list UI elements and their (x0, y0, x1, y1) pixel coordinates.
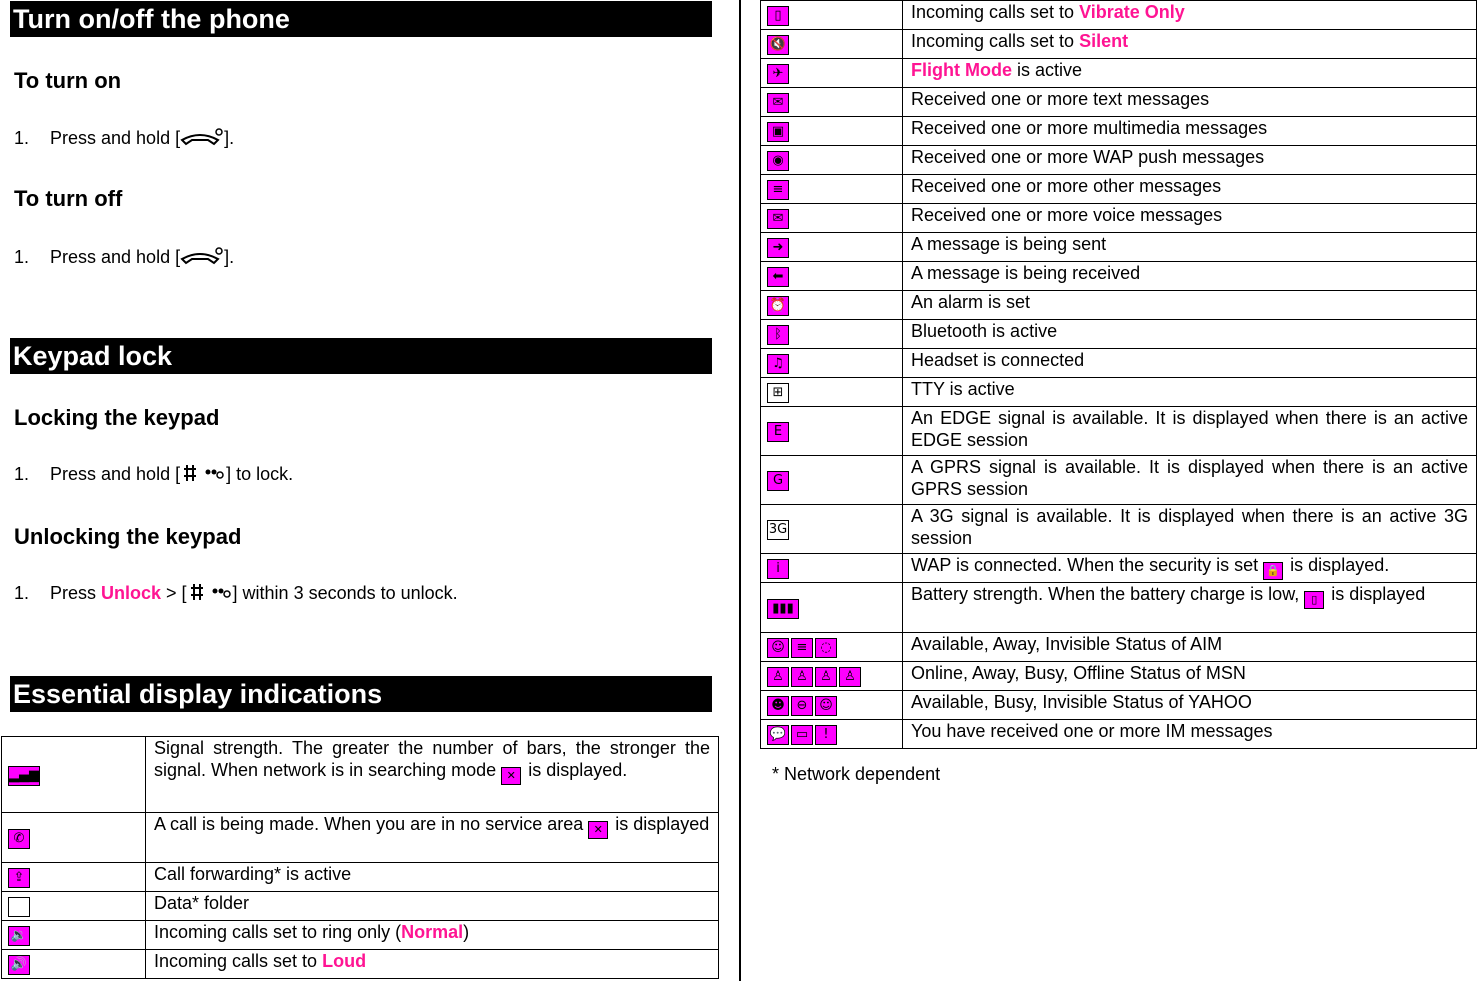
data-folder-icon (8, 897, 30, 917)
step-locking (14, 464, 293, 485)
bluetooth-icon: ᛒ (767, 325, 789, 345)
heading-turn-on: To turn on (14, 68, 122, 93)
icon-cell (761, 720, 903, 749)
icon-cell (761, 262, 903, 291)
text-message-icon: ✉ (767, 93, 789, 113)
icon-cell (761, 291, 903, 320)
description-text-end: is displayed. (1285, 555, 1390, 575)
step-turn-off (14, 246, 234, 268)
icon-cell (2, 950, 146, 979)
message-receiving-icon: ⬅ (767, 267, 789, 287)
icon-cell (761, 146, 903, 175)
table-row (761, 633, 1477, 662)
end-power-key-icon (180, 127, 224, 147)
description-cell: Bluetooth is active (903, 320, 1477, 349)
hash-key-icon (180, 464, 226, 482)
description-cell: Received one or more multimedia messages (903, 117, 1477, 146)
profile-name: Loud (322, 951, 367, 971)
flight-mode-icon: ✈ (767, 64, 789, 84)
icon-cell (2, 737, 146, 813)
description-cell (903, 1, 1477, 30)
msn-busy-icon: ♙ (815, 667, 837, 687)
table-row (761, 1, 1477, 30)
left-column (0, 0, 720, 981)
description-text: Incoming calls set to (154, 951, 323, 971)
table-row (761, 456, 1477, 505)
table-row (2, 737, 719, 813)
icon-cell (2, 863, 146, 892)
end-power-key-icon (180, 246, 224, 266)
description-cell: Received one or more voice messages (903, 204, 1477, 233)
profile-name: Flight Mode (911, 60, 1012, 80)
description-cell (903, 59, 1477, 88)
icon-cell (761, 59, 903, 88)
other-message-icon: ≡ (767, 180, 789, 200)
icon-cell (2, 921, 146, 950)
wap-connected-icon: i (767, 559, 789, 579)
ring-only-icon: 🔉 (8, 926, 30, 946)
table-row (761, 146, 1477, 175)
im-alert-icon: ! (815, 725, 837, 745)
table-row (761, 233, 1477, 262)
im-message-alt-icon: ▭ (791, 725, 813, 745)
table-row (2, 892, 719, 921)
table-row (761, 691, 1477, 720)
section-title-keypad-lock: Keypad lock (10, 338, 712, 374)
icon-cell (761, 583, 903, 633)
description-cell: TTY is active (903, 378, 1477, 407)
yahoo-available-icon: ☻ (767, 696, 789, 716)
loud-icon: 🔊 (8, 955, 30, 975)
edge-icon: E (767, 422, 789, 442)
step-unlocking (14, 583, 458, 604)
description-cell: Headset is connected (903, 349, 1477, 378)
footnote: * Network dependent (772, 764, 941, 784)
voice-message-icon: ✉ (767, 209, 789, 229)
table-row (761, 88, 1477, 117)
description-cell (903, 30, 1477, 59)
lock-icon: 🔒 (1263, 562, 1283, 580)
description-text: WAP is connected. When the security is set (911, 555, 1259, 575)
alarm-icon: ⏰ (767, 296, 789, 316)
description-text-end: is displayed (610, 814, 710, 834)
step-text: Press and hold [ (50, 464, 181, 484)
heading-locking: Locking the keypad (14, 405, 220, 430)
step-text: Press and hold [ (50, 128, 181, 148)
table-row (761, 204, 1477, 233)
step-number: 1. (14, 583, 30, 603)
table-row (761, 662, 1477, 691)
icon-cell (761, 349, 903, 378)
gprs-icon: G (767, 471, 789, 491)
icon-cell (2, 892, 146, 921)
column-divider (739, 0, 741, 981)
step-text-end: ] within 3 seconds to unlock. (232, 583, 458, 603)
section-title-essential-display: Essential display indications (10, 676, 712, 712)
description-text: A call is being made. When you are in no service area (154, 814, 584, 834)
msn-online-icon: ♙ (767, 667, 789, 687)
icon-cell (761, 233, 903, 262)
table-row (761, 59, 1477, 88)
table-row (761, 505, 1477, 554)
description-cell: Available, Busy, Invisible Status of YAHOO (903, 691, 1477, 720)
description-cell (146, 737, 719, 813)
step-text: Press and hold [ (50, 247, 181, 267)
table-row (761, 117, 1477, 146)
msn-away-icon: ♙ (791, 667, 813, 687)
aim-away-icon: ≡ (791, 638, 813, 658)
table-row (761, 583, 1477, 633)
table-row (761, 378, 1477, 407)
description-cell: An EDGE signal is available. It is displayed when there is an active EDGE session (903, 407, 1477, 456)
description-cell: Received one or more text messages (903, 88, 1477, 117)
description-cell: A message is being sent (903, 233, 1477, 262)
im-message-icon: 💬 (767, 725, 789, 745)
icon-cell (761, 633, 903, 662)
no-service-icon: ✕ (588, 821, 608, 839)
description-text: Battery strength. When the battery charge is low, (911, 584, 1300, 604)
battery-icon: ▮▮▮ (767, 599, 799, 619)
profile-name: Vibrate Only (1079, 2, 1185, 22)
table-row (761, 291, 1477, 320)
icon-cell (761, 407, 903, 456)
step-text-end: ]. (224, 247, 235, 267)
yahoo-busy-icon: ⊖ (791, 696, 813, 716)
description-cell (903, 583, 1477, 633)
battery-low-icon: ▯ (1304, 591, 1324, 609)
description-text-end: is displayed. (523, 760, 628, 780)
icon-cell (761, 30, 903, 59)
table-row (761, 262, 1477, 291)
icon-cell (761, 88, 903, 117)
table-row (761, 554, 1477, 583)
aim-available-icon: ☺ (767, 638, 789, 658)
icon-cell (761, 554, 903, 583)
indicator-table-right (760, 0, 1477, 749)
description-text: Incoming calls set to ring only ( (154, 922, 402, 942)
description-cell: You have received one or more IM messages (903, 720, 1477, 749)
description-cell: Call forwarding* is active (146, 863, 719, 892)
step-text-end: ] to lock. (226, 464, 294, 484)
table-row (2, 921, 719, 950)
message-sending-icon: ➜ (767, 238, 789, 258)
searching-signal-icon: ✕ (501, 767, 521, 785)
unlock-softkey-label: Unlock (101, 583, 162, 603)
yahoo-invisible-icon: ☺ (815, 696, 837, 716)
description-text: Signal strength. The greater the number of bars, the stronger the signal. When network is in searching mode (154, 738, 710, 780)
icon-cell (761, 204, 903, 233)
description-cell: Available, Away, Invisible Status of AIM (903, 633, 1477, 662)
vibrate-icon: ▯ (767, 6, 789, 26)
description-text: Incoming calls set to (911, 2, 1080, 22)
profile-name: Normal (401, 922, 464, 942)
table-row (2, 863, 719, 892)
description-text-end: ) (463, 922, 470, 942)
call-in-progress-icon: ✆ (8, 829, 30, 849)
hash-key-icon (187, 583, 233, 601)
tty-icon: ⊞ (767, 383, 789, 403)
icon-cell (2, 813, 146, 863)
description-cell: Data* folder (146, 892, 719, 921)
table-row (2, 813, 719, 863)
icon-cell (761, 662, 903, 691)
icon-cell (761, 320, 903, 349)
description-text: is active (1011, 60, 1083, 80)
step-number: 1. (14, 247, 30, 267)
step-text-mid: > [ (161, 583, 187, 603)
description-text: Incoming calls set to (911, 31, 1080, 51)
description-cell: A 3G signal is available. It is displayed when there is an active 3G session (903, 505, 1477, 554)
heading-turn-off: To turn off (14, 186, 123, 211)
msn-offline-icon: ♙ (839, 667, 861, 687)
table-row (761, 320, 1477, 349)
icon-cell (761, 378, 903, 407)
step-turn-on (14, 127, 234, 149)
step-text: Press (50, 583, 102, 603)
description-cell (146, 813, 719, 863)
icon-cell (761, 505, 903, 554)
description-cell (903, 554, 1477, 583)
table-row (761, 407, 1477, 456)
3g-icon: 3G (767, 520, 789, 540)
step-number: 1. (14, 128, 30, 148)
heading-unlocking: Unlocking the keypad (14, 524, 242, 549)
description-cell: An alarm is set (903, 291, 1477, 320)
table-row (761, 349, 1477, 378)
icon-cell (761, 1, 903, 30)
description-text-end: is displayed (1326, 584, 1426, 604)
aim-invisible-icon: ◌ (815, 638, 837, 658)
icon-cell (761, 456, 903, 505)
description-cell: A message is being received (903, 262, 1477, 291)
description-cell (146, 950, 719, 979)
wap-push-icon: ◉ (767, 151, 789, 171)
step-number: 1. (14, 464, 30, 484)
table-row (761, 720, 1477, 749)
description-cell: Received one or more other messages (903, 175, 1477, 204)
section-title-turn-on-off: Turn on/off the phone (10, 1, 712, 37)
description-cell: Received one or more WAP push messages (903, 146, 1477, 175)
multimedia-message-icon: ▣ (767, 122, 789, 142)
table-row (761, 175, 1477, 204)
description-cell (146, 921, 719, 950)
signal-strength-icon: ▂▄▆ (8, 766, 40, 786)
icon-cell (761, 691, 903, 720)
headset-icon: ♫ (767, 354, 789, 374)
description-cell: Online, Away, Busy, Offline Status of MSN (903, 662, 1477, 691)
description-cell: A GPRS signal is available. It is displayed when there is an active GPRS session (903, 456, 1477, 505)
icon-cell (761, 175, 903, 204)
table-row (2, 950, 719, 979)
profile-name: Silent (1079, 31, 1129, 51)
table-row (761, 30, 1477, 59)
call-forwarding-icon: ⇪ (8, 868, 30, 888)
indicator-table-left (1, 736, 719, 979)
step-text-end: ]. (224, 128, 235, 148)
icon-cell (761, 117, 903, 146)
silent-icon: 🔇 (767, 35, 789, 55)
